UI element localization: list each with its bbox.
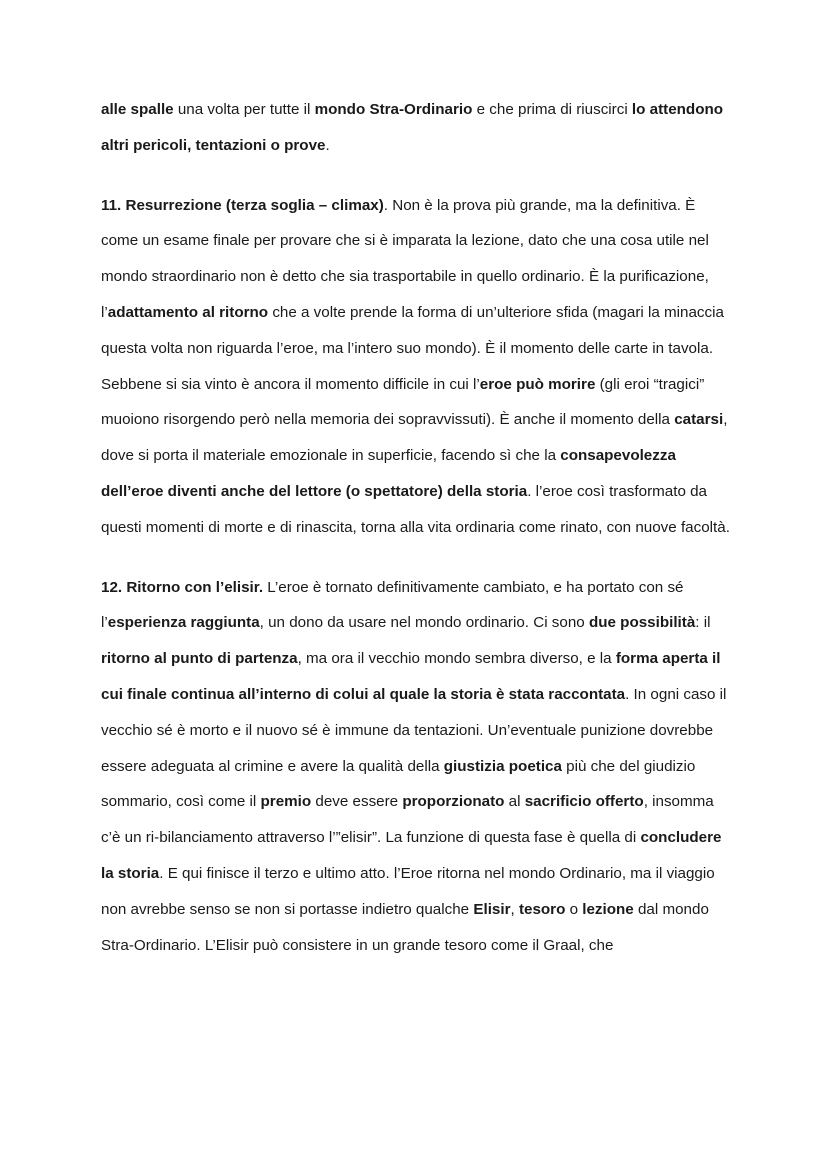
bold-text-run: proporzionato [402, 793, 505, 811]
text-run: che a volte prende la forma di un’ulteriore sfida (magari la minaccia questa volta non riguarda l’eroe, ma l’intero suo mondo). È il momento delle carte in tavola. Sebbene si sia vinto è ancora il momento difficile in cui l’ [101, 303, 724, 393]
text-run: al [504, 793, 525, 811]
text-run: L’eroe è tornato definitivamente cambiato, e ha portato con sé l’ [101, 578, 684, 632]
text-run: : il [695, 614, 711, 632]
text-run: , [510, 900, 519, 918]
text-run: . [325, 136, 330, 154]
text-run: . In ogni caso il vecchio sé è morto e il nuovo sé è immune da tentazioni. Un’eventuale punizione dovrebbe essere adeguata al crimine e avere la qualità della [101, 685, 727, 775]
bold-text-run: adattamento al ritorno [107, 303, 269, 321]
para-continuation [101, 92, 731, 164]
bold-text-run: ritorno al punto di partenza [101, 650, 298, 668]
bold-text-run: eroe può morire [479, 375, 596, 393]
document-page [101, 92, 731, 963]
bold-text-run: giustizia poetica [443, 757, 562, 775]
text-run: . l’eroe così trasformato da questi momenti di morte e di rinascita, torna alla vita ordinaria come rinato, con nuove facoltà. [101, 482, 730, 536]
bold-text-run: due possibilità [588, 614, 696, 632]
bold-text-run: Elisir [473, 900, 511, 918]
para-ritorno-elisir [101, 570, 731, 964]
bold-text-run: mondo Stra-Ordinario [314, 101, 473, 118]
bold-text-run: lo attendono altri pericoli, tentazioni o prove [101, 101, 724, 154]
text-run: e che prima di riuscirci [472, 101, 632, 118]
text-run: , un dono da usare nel mondo ordinario. Ci sono [259, 614, 589, 632]
text-run: , ma ora il vecchio mondo sembra diverso, e la [297, 650, 616, 668]
bold-text-run: premio [260, 793, 312, 811]
text-run: . E qui finisce il terzo e ultimo atto. l’Eroe ritorna nel mondo Ordinario, ma il viaggio non avrebbe senso se non si portasse indietro qualche [101, 864, 715, 918]
bold-text-run: concludere la storia [101, 829, 722, 882]
text-run: , insomma c’è un ri-bilanciamento attraverso l’”elisir”. La funzione di questa fase è quella di [101, 793, 714, 847]
text-run: più che del giudizio sommario, così come il [101, 757, 696, 811]
text-run: , dove si porta il materiale emozionale in superficie, facendo sì che la [101, 411, 728, 465]
bold-text-run: alle spalle [101, 101, 174, 118]
text-run: deve essere [311, 793, 403, 811]
para-resurrezione [101, 188, 731, 546]
bold-text-run: forma aperta il cui finale continua all’interno di colui al quale la storia è stata raccontata [101, 650, 721, 703]
bold-text-run: 11. Resurrezione (terza soglia – climax) [101, 196, 384, 214]
text-run: o [565, 900, 583, 918]
bold-text-run: catarsi [674, 411, 724, 429]
bold-text-run: tesoro [518, 900, 566, 918]
text-run: (gli eroi “tragici” muoiono risorgendo però nella memoria dei sopravvissuti). È anche il momento della [101, 375, 705, 429]
bold-text-run: consapevolezza dell’eroe diventi anche del lettore (o spettatore) della storia [101, 447, 676, 500]
bold-text-run: sacrificio offerto [524, 793, 644, 811]
text-run: . Non è la prova più grande, ma la definitiva. È come un esame finale per provare che si è imparata la lezione, dato che una cosa utile nel mondo straordinario non è detto che sia trasportabile in quello ordinario. È la purificazione, l’ [101, 196, 709, 321]
text-run: una volta per tutte il [173, 101, 315, 118]
text-run: dal mondo Stra-Ordinario. L’Elisir può consistere in un grande tesoro come il Graal, che [101, 900, 709, 954]
bold-text-run: esperienza raggiunta [107, 614, 260, 632]
bold-text-run: 12. Ritorno con l’elisir. [101, 578, 264, 596]
bold-text-run: lezione [582, 900, 634, 918]
